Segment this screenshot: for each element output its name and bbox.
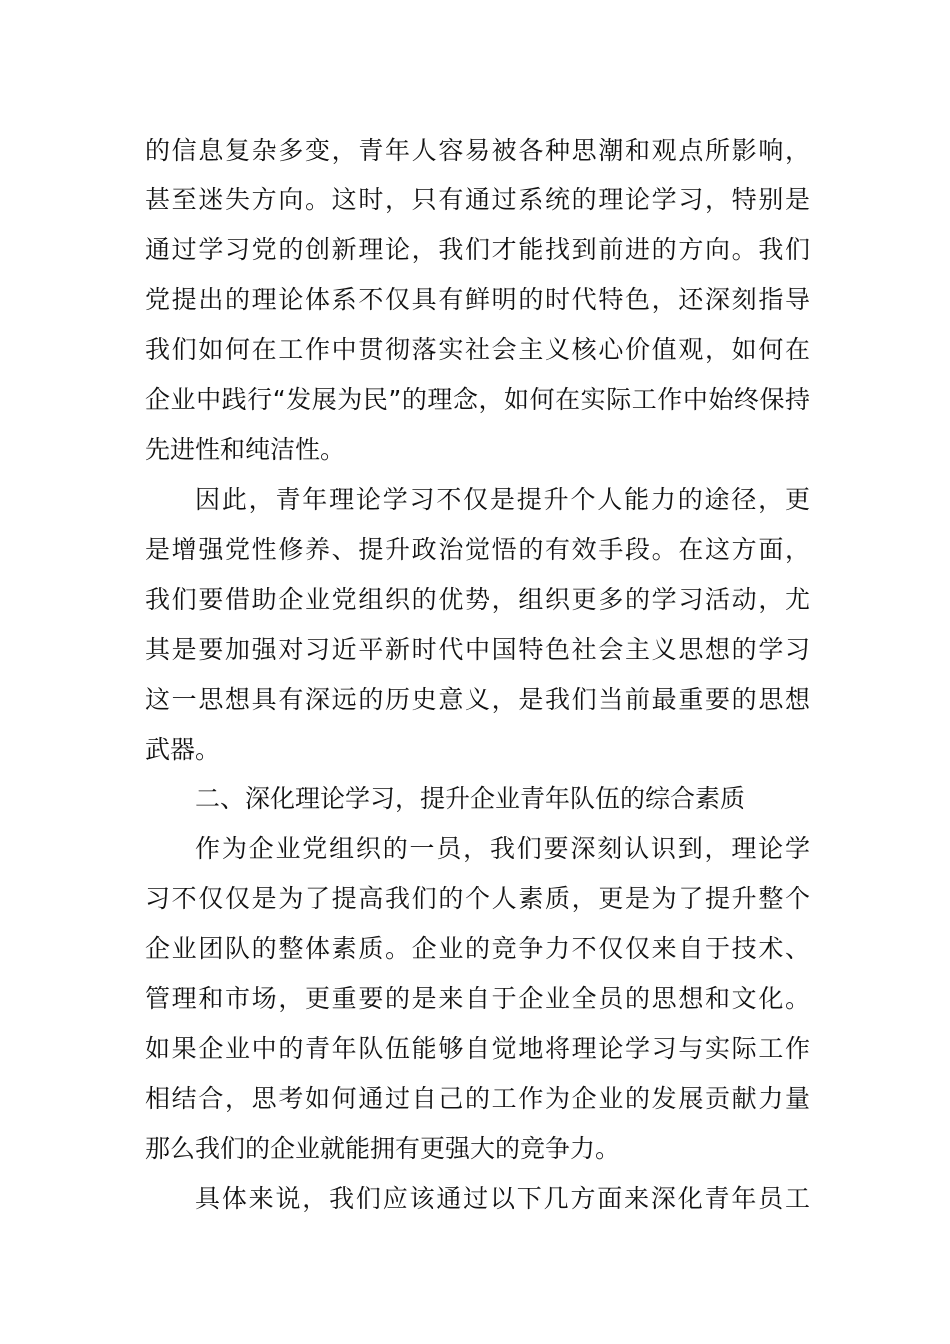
text-line: 相结合，思考如何通过自己的工作为企业的发展贡献力量	[145, 1084, 810, 1113]
paragraph-first-line: 作为企业党组织的一员，我们要深刻认识到，理论学	[195, 834, 810, 863]
text-line: 管理和市场，更重要的是来自于企业全员的思想和文化。	[145, 984, 810, 1013]
paragraph-end-line: 那么我们的企业就能拥有更强大的竞争力。	[145, 1134, 621, 1163]
text-line: 这一思想具有深远的历史意义，是我们当前最重要的思想	[145, 685, 810, 714]
text-line: 通过学习党的创新理论，我们才能找到前进的方向。我们	[145, 235, 810, 264]
paragraph-first-line: 具体来说，我们应该通过以下几方面来深化青年员工	[195, 1184, 810, 1213]
text-line: 党提出的理论体系不仅具有鲜明的时代特色，还深刻指导	[145, 285, 810, 314]
text-line: 企业中践行“发展为民”的理念，如何在实际工作中始终保持	[145, 385, 810, 414]
paragraph-first-line: 因此，青年理论学习不仅是提升个人能力的途径，更	[195, 485, 810, 514]
text-line: 企业团队的整体素质。企业的竞争力不仅仅来自于技术、	[145, 934, 810, 963]
text-line: 的信息复杂多变，青年人容易被各种思潮和观点所影响，	[145, 136, 810, 165]
text-line: 甚至迷失方向。这时，只有通过系统的理论学习，特别是	[145, 185, 810, 214]
text-line: 是增强党性修养、提升政治觉悟的有效手段。在这方面，	[145, 535, 810, 564]
text-line: 其是要加强对习近平新时代中国特色社会主义思想的学习	[145, 635, 810, 664]
text-line: 我们如何在工作中贯彻落实社会主义核心价值观，如何在	[145, 335, 810, 364]
section-heading: 二、深化理论学习，提升企业青年队伍的综合素质	[195, 784, 746, 813]
text-line: 我们要借助企业党组织的优势，组织更多的学习活动，尤	[145, 585, 810, 614]
paragraph-end-line: 先进性和纯洁性。	[145, 435, 346, 464]
text-line: 如果企业中的青年队伍能够自觉地将理论学习与实际工作	[145, 1034, 810, 1063]
text-line: 习不仅仅是为了提高我们的个人素质，更是为了提升整个	[145, 884, 810, 913]
paragraph-end-line: 武器。	[145, 735, 221, 764]
